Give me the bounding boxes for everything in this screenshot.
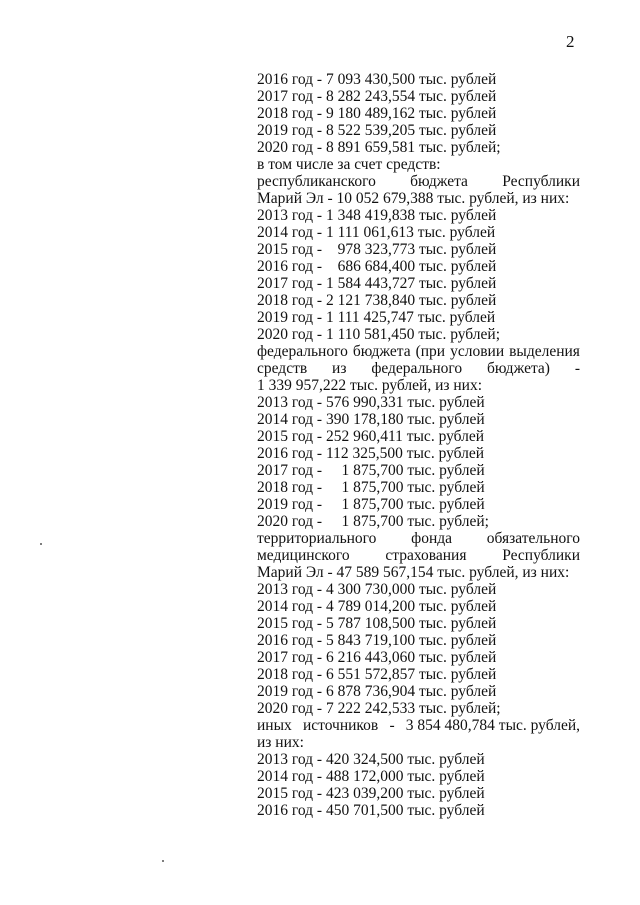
text-line: в том числе за счет средств: [257,156,441,173]
text-line: 2019 год - 8 522 539,205 тыс. рублей [257,122,497,139]
federal-budget-heading-cont: средств из федерального бюджета) - [257,360,580,377]
year-line: 2020 год - 1 875,700 тыс. рублей; [257,513,489,530]
year-line: 2014 год - 1 111 061,613 тыс. рублей [257,224,496,241]
year-line: 2014 год - 390 178,180 тыс. рублей [257,411,485,428]
year-line: 2016 год - 450 701,500 тыс. рублей [257,802,485,819]
territorial-fund-heading: территориального фонда обязательного [257,530,580,547]
year-line: 2019 год - 1 111 425,747 тыс. рублей [257,309,496,326]
text-line: 2020 год - 8 891 659,581 тыс. рублей; [257,139,501,156]
year-line: 2019 год - 6 878 736,904 тыс. рублей [257,683,497,700]
year-line: 2013 год - 4 300 730,000 тыс. рублей [257,581,497,598]
text-line: 2016 год - 7 093 430,500 тыс. рублей [257,71,497,88]
year-line: 2020 год - 1 110 581,450 тыс. рублей; [257,326,500,343]
year-line: 2015 год - 252 960,411 тыс. рублей [257,428,485,445]
year-line: 2013 год - 576 990,331 тыс. рублей [257,394,485,411]
text-line: 2017 год - 8 282 243,554 тыс. рублей [257,88,497,105]
year-line: 2018 год - 6 551 572,857 тыс. рублей [257,666,497,683]
funding-text [257,71,580,819]
year-line: 2015 год - 5 787 108,500 тыс. рублей [257,615,497,632]
year-line: 2014 год - 488 172,000 тыс. рублей [257,768,485,785]
republican-budget-total: Марий Эл - 10 052 679,388 тыс. рублей, из них: [257,190,570,207]
year-line: 2013 год - 1 348 419,838 тыс. рублей [257,207,497,224]
year-line: 2019 год - 1 875,700 тыс. рублей [257,496,485,513]
page-number: 2 [566,32,575,51]
year-line: 2018 год - 1 875,700 тыс. рублей [257,479,485,496]
scan-speck [40,543,42,545]
year-line: 2017 год - 6 216 443,060 тыс. рублей [257,649,497,666]
year-line: 2014 год - 4 789 014,200 тыс. рублей [257,598,497,615]
year-line: 2016 год - 5 843 719,100 тыс. рублей [257,632,497,649]
territorial-fund-heading-cont: медицинского страхования Республики [257,547,580,564]
year-line: 2015 год - 423 039,200 тыс. рублей [257,785,485,802]
year-line: 2015 год - 978 323,773 тыс. рублей [257,241,497,258]
federal-budget-total: 1 339 957,222 тыс. рублей, из них: [257,377,483,394]
year-line: 2013 год - 420 324,500 тыс. рублей [257,751,485,768]
year-line: 2016 год - 686 684,400 тыс. рублей [257,258,497,275]
year-line: 2017 год - 1 875,700 тыс. рублей [257,462,485,479]
territorial-fund-total: Марий Эл - 47 589 567,154 тыс. рублей, из них: [257,564,570,581]
text-line: 2018 год - 9 180 489,162 тыс. рублей [257,105,497,122]
year-line: 2017 год - 1 584 443,727 тыс. рублей [257,275,497,292]
federal-budget-heading: федерального бюджета (при условии выделения [257,343,580,360]
other-sources-total: из них: [257,734,304,751]
other-sources-heading: иных источников - 3 854 480,784 тыс. рублей, [257,717,580,734]
scan-speck [162,860,164,862]
republican-budget-heading: республиканского бюджета Республики [257,173,580,190]
year-line: 2020 год - 7 222 242,533 тыс. рублей; [257,700,501,717]
year-line: 2018 год - 2 121 738,840 тыс. рублей [257,292,497,309]
year-line: 2016 год - 112 325,500 тыс. рублей [257,445,485,462]
